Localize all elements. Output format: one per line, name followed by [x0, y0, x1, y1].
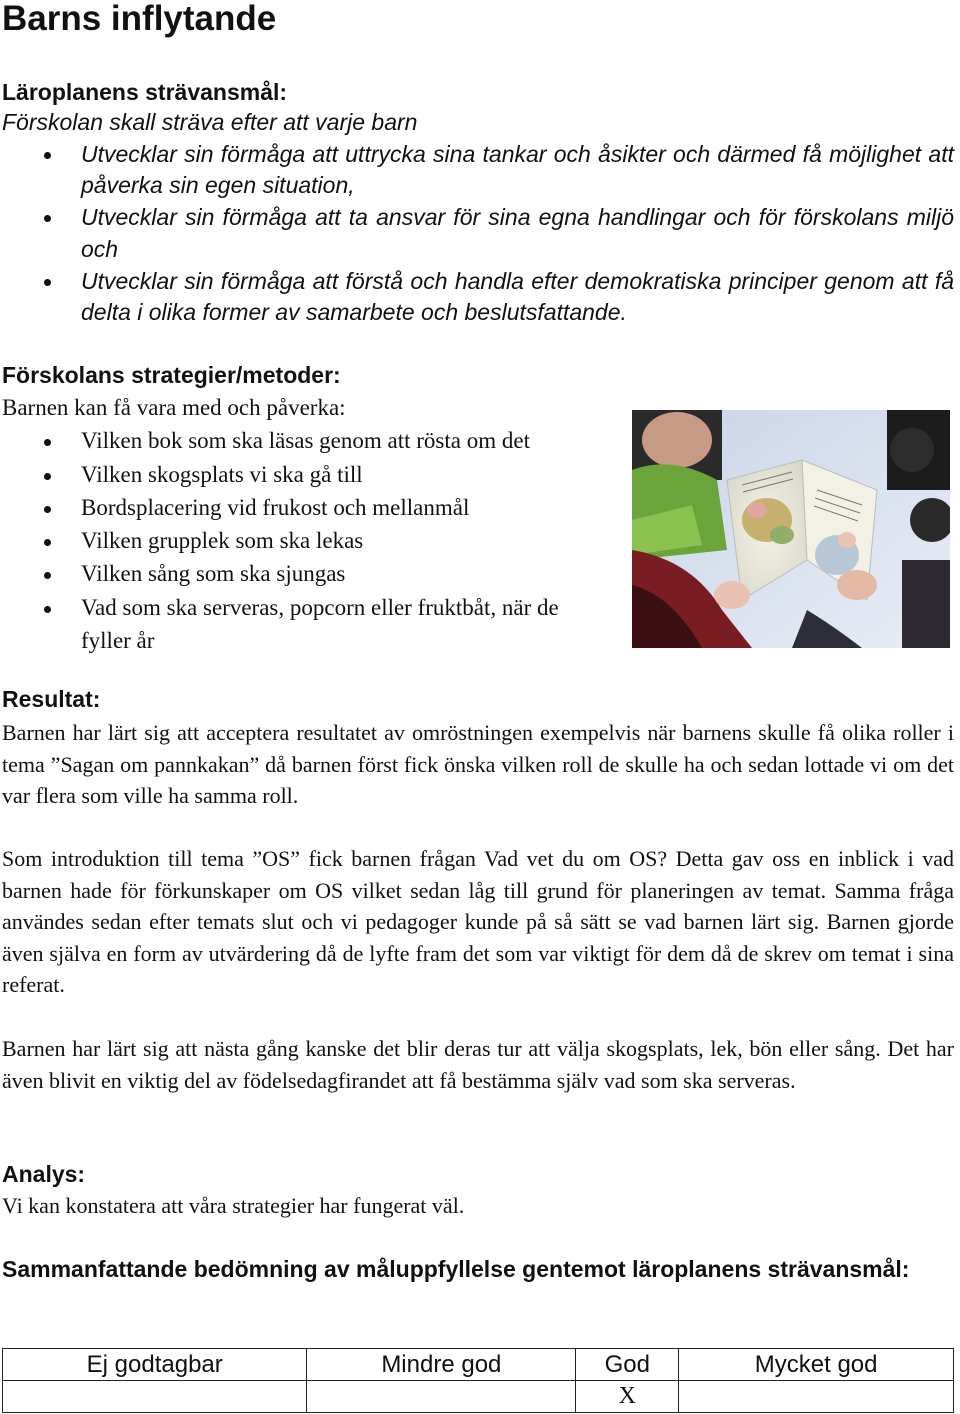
children-reading-photo — [632, 410, 950, 648]
results-heading: Resultat: — [2, 686, 101, 712]
rating-mark-row — [3, 1381, 954, 1413]
bullet-icon — [44, 606, 51, 613]
analysis-text: Vi kan konstatera att våra strategier har fungerat väl. — [2, 1193, 465, 1218]
goals-list — [2, 139, 954, 329]
methods-list — [2, 424, 622, 657]
analysis-section — [2, 1158, 954, 1222]
bullet-icon — [44, 279, 51, 286]
method-item: Vilken bok som ska läsas genom att rösta om det — [2, 424, 622, 457]
rating-mark-cell: X — [576, 1381, 679, 1413]
methods-intro: Barnen kan få vara med och påverka: — [2, 395, 346, 420]
rating-mark-cell — [307, 1381, 576, 1413]
results-paragraph: Barnen har lärt sig att nästa gång kanske det blir deras tur att välja skogsplats, lek, bön eller sång. Det har även blivit en viktig del av födelsedagfirandet att få bestämma själv vad som ska serveras. — [2, 1036, 954, 1093]
rating-header-row — [3, 1349, 954, 1381]
goals-section — [2, 76, 954, 329]
method-item: Bordsplacering vid frukost och mellanmål — [2, 491, 622, 524]
methods-heading: Förskolans strategier/metoder: — [2, 362, 341, 388]
rating-table — [2, 1348, 954, 1413]
method-item: Vilken sång som ska sjungas — [2, 557, 622, 590]
goals-intro: Förskolan skall sträva efter att varje barn — [2, 109, 418, 135]
analysis-heading: Analys: — [2, 1161, 86, 1187]
bullet-icon — [44, 439, 51, 446]
goal-item: Utvecklar sin förmåga att uttrycka sina tankar och åsikter och därmed få möjlighet att påverka sin egen situation, — [2, 139, 954, 202]
results-paragraph: Som introduktion till tema ”OS” fick barnen frågan Vad vet du om OS? Detta gav oss en inblick i vad barnen hade för förkunskaper om OS vilket sedan låg till grund för planeringen av temat. Samma fråga användes sedan efter temats slut och vi pedagoger kunde på så sätt se vad barnen lärt sig. Barnen gjorde även själva en form av utvärdering då de lyfte fram det som var viktigt för dem då de skrev om temat i sina referat. — [2, 846, 954, 997]
results-section — [2, 683, 954, 812]
summary-heading: Sammanfattande bedömning av måluppfyllelse gentemot läroplanens strävansmål: — [2, 1256, 910, 1282]
methods-body — [2, 391, 622, 657]
rating-column-header: God — [576, 1349, 679, 1381]
rating-mark-cell — [679, 1381, 954, 1413]
bullet-icon — [44, 215, 51, 222]
goal-item: Utvecklar sin förmåga att ta ansvar för sina egna handlingar och för förskolans miljö och — [2, 202, 954, 265]
results-paragraph: Barnen har lärt sig att acceptera resultatet av omröstningen exempelvis när barnens skulle få olika roller i tema ”Sagan om pannkakan” då barnen först fick önska vilken roll de skulle ha och sedan lottade vi om det var flera som ville ha samma roll. — [2, 720, 954, 808]
method-item: Vilken grupplek som ska lekas — [2, 524, 622, 557]
page-title: Barns inflytande — [2, 0, 277, 38]
goal-item: Utvecklar sin förmåga att förstå och handla efter demokratiska principer genom att få delta i olika former av samarbete och beslutsfattande. — [2, 266, 954, 329]
bullet-icon — [44, 473, 51, 480]
rating-column-header: Mycket god — [679, 1349, 954, 1381]
goals-heading: Läroplanens strävansmål: — [2, 79, 288, 105]
rating-mark-cell — [3, 1381, 307, 1413]
method-item: Vad som ska serveras, popcorn eller fruktbåt, när de fyller år — [2, 591, 622, 658]
method-item: Vilken skogsplats vi ska gå till — [2, 458, 622, 491]
rating-column-header: Mindre god — [307, 1349, 576, 1381]
bullet-icon — [44, 572, 51, 579]
bullet-icon — [44, 539, 51, 546]
bullet-icon — [44, 152, 51, 159]
summary-section — [2, 1253, 954, 1286]
bullet-icon — [44, 506, 51, 513]
rating-column-header: Ej godtagbar — [3, 1349, 307, 1381]
